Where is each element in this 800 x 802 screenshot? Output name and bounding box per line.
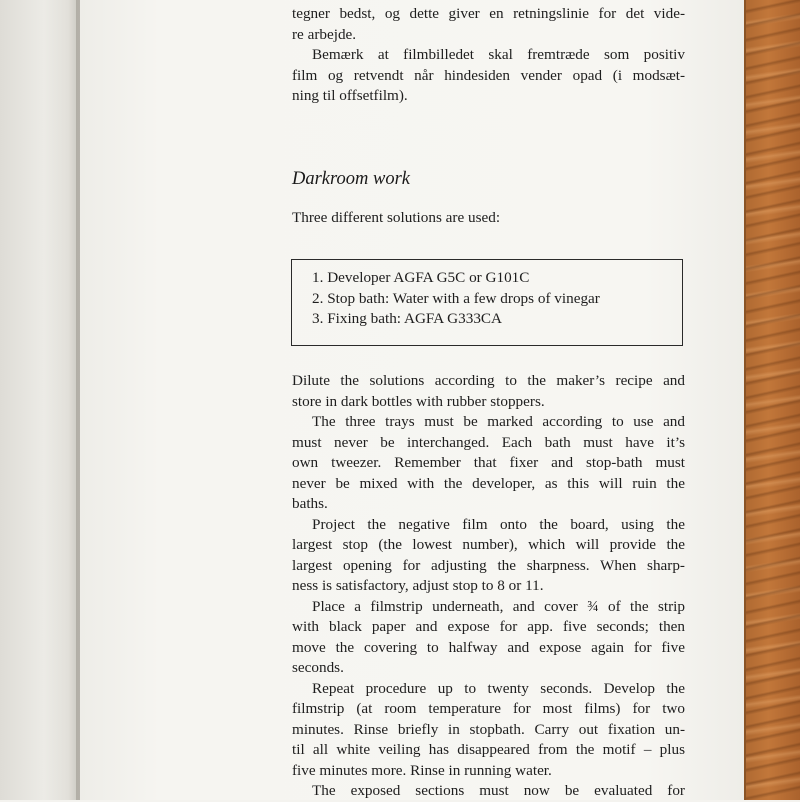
wooden-table xyxy=(744,0,800,800)
text-line: The exposed sections must now be evaluated for xyxy=(312,782,685,799)
text-line: with black paper and expose for app. five seconds; then xyxy=(292,618,685,635)
text-line: filmstrip (at room temperature for most films) for two xyxy=(292,700,685,717)
intro-text: Three different solutions are used: xyxy=(292,209,501,226)
solution-item: 2. Stop bath: Water with a few drops of vinegar xyxy=(312,289,600,307)
intro-paragraph xyxy=(292,208,685,229)
text-line: Bemærk at filmbilledet skal fremtræde som positiv xyxy=(312,46,685,63)
text-line: must never be interchanged. Each bath must have it’s xyxy=(292,433,685,451)
body-text xyxy=(292,371,685,802)
text-line: re arbejde. xyxy=(292,25,357,43)
text-line: seconds. xyxy=(292,659,344,676)
text-line: baths. xyxy=(292,495,328,512)
text-line: move the covering to halfway and expose again for five xyxy=(292,638,685,656)
text-line: minutes. Rinse briefly in stopbath. Carry out fixation un- xyxy=(292,720,685,738)
text-line: ness is satisfactory, adjust stop to 8 or 11. xyxy=(292,577,544,594)
text-line: largest stop (the lowest number), which will provide the xyxy=(292,536,685,553)
text-line: own tweezer. Remember that fixer and stop-bath must xyxy=(292,454,685,471)
text-line: Repeat procedure up to twenty seconds. Develop the xyxy=(312,679,685,697)
text-line: ning til offsetfilm). xyxy=(292,87,408,104)
text-line: five minutes more. Rinse in running water. xyxy=(292,761,552,779)
text-line: The three trays must be marked according to use and xyxy=(312,413,685,430)
text-line: tegner bedst, og dette giver en retningslinie for det vide- xyxy=(292,5,685,22)
text-line: largest opening for adjusting the sharpness. When sharp- xyxy=(292,556,685,574)
text-line: Project the negative film onto the board, using the xyxy=(312,515,685,533)
danish-paragraph xyxy=(292,4,685,107)
solution-item: 3. Fixing bath: AGFA G333CA xyxy=(312,310,503,327)
solution-item: 1. Developer AGFA G5C or G101C xyxy=(312,269,530,286)
text-line: Place a filmstrip underneath, and cover ¾ of the strip xyxy=(312,597,685,615)
text-line: film og retvendt når hindesiden vender opad (i modsæt- xyxy=(292,66,685,84)
text-line: store in dark bottles with rubber stoppers. xyxy=(292,392,545,410)
section-heading: Darkroom work xyxy=(292,169,411,189)
solutions-box xyxy=(291,259,683,346)
left-page xyxy=(0,0,80,800)
text-line: never be mixed with the developer, as this will ruin the xyxy=(292,474,685,492)
text-line: til all white veiling has disappeared from the motif – plus xyxy=(292,741,685,758)
text-line: Dilute the solutions according to the maker’s recipe and xyxy=(292,372,685,389)
